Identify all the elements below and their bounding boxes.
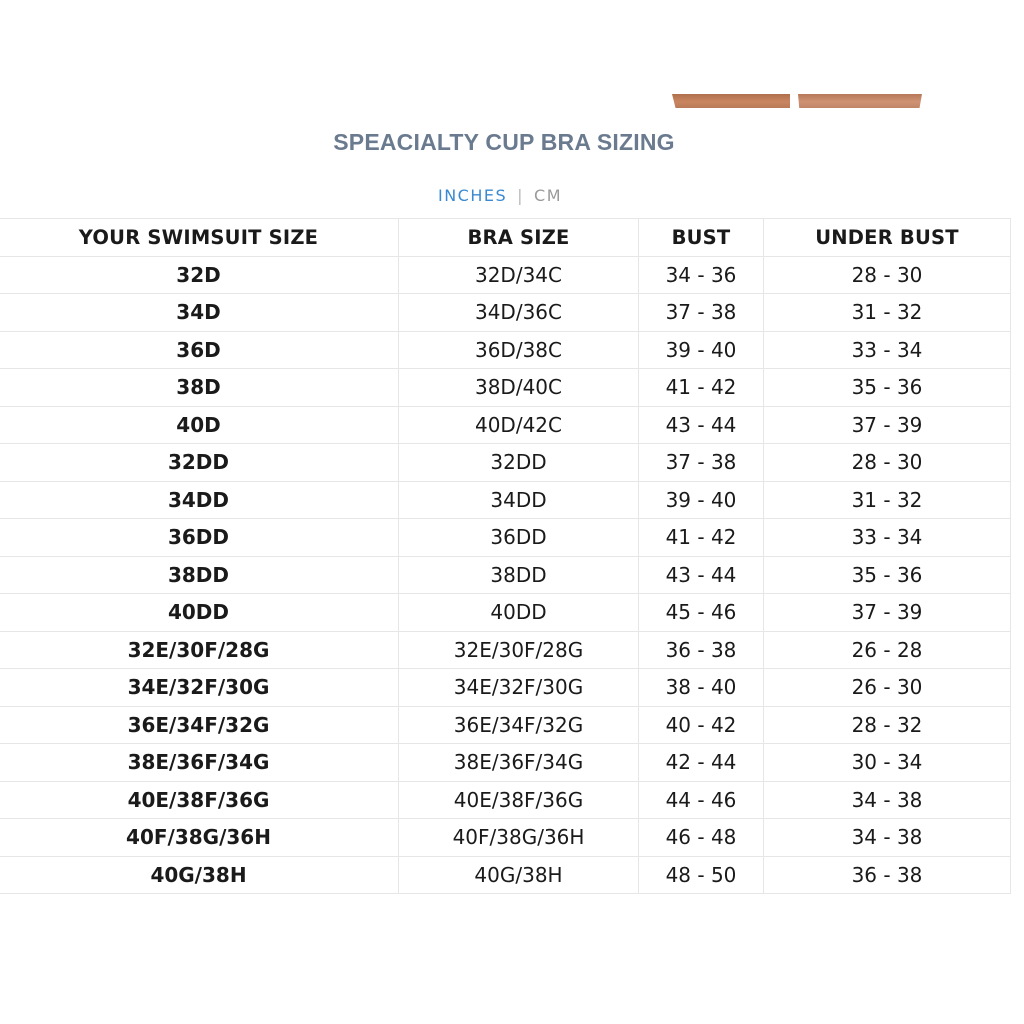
under-bust-cell: 28 - 30 [764,444,1011,482]
bust-cell: 34 - 36 [639,256,764,294]
bust-cell: 36 - 38 [639,631,764,669]
table-row [0,556,1011,594]
table-row [0,669,1011,707]
product-image-strip-right [798,94,922,108]
table-row [0,256,1011,294]
table-row [0,519,1011,557]
swimsuit-size-cell: 34DD [0,481,399,519]
bra-size-cell: 40G/38H [399,856,639,894]
under-bust-cell: 28 - 32 [764,706,1011,744]
table-row [0,369,1011,407]
table-row [0,744,1011,782]
under-bust-cell: 26 - 28 [764,631,1011,669]
under-bust-cell: 34 - 38 [764,781,1011,819]
table-row [0,706,1011,744]
table-row [0,294,1011,332]
under-bust-cell: 30 - 34 [764,744,1011,782]
swimsuit-size-cell: 32E/30F/28G [0,631,399,669]
bra-size-cell: 38E/36F/34G [399,744,639,782]
swimsuit-size-cell: 40G/38H [0,856,399,894]
bust-cell: 39 - 40 [639,331,764,369]
table-row [0,331,1011,369]
under-bust-cell: 35 - 36 [764,556,1011,594]
table-row [0,406,1011,444]
swimsuit-size-cell: 32D [0,256,399,294]
bust-cell: 43 - 44 [639,406,764,444]
table-header-row [0,219,1011,257]
bust-cell: 46 - 48 [639,819,764,857]
size-table [0,218,1011,894]
bra-size-cell: 32DD [399,444,639,482]
bust-cell: 45 - 46 [639,594,764,632]
bra-size-cell: 38D/40C [399,369,639,407]
bust-cell: 41 - 42 [639,369,764,407]
table-row [0,781,1011,819]
swimsuit-size-cell: 38D [0,369,399,407]
bust-cell: 43 - 44 [639,556,764,594]
swimsuit-size-cell: 34E/32F/30G [0,669,399,707]
header-bust: BUST [639,219,764,257]
header-bra-size: BRA SIZE [399,219,639,257]
bra-size-cell: 40E/38F/36G [399,781,639,819]
bust-cell: 37 - 38 [639,444,764,482]
swimsuit-size-cell: 40E/38F/36G [0,781,399,819]
swimsuit-size-cell: 34D [0,294,399,332]
under-bust-cell: 35 - 36 [764,369,1011,407]
bra-size-cell: 40DD [399,594,639,632]
under-bust-cell: 36 - 38 [764,856,1011,894]
bra-size-cell: 34D/36C [399,294,639,332]
table-row [0,481,1011,519]
bust-cell: 42 - 44 [639,744,764,782]
table-row [0,819,1011,857]
bra-size-cell: 36DD [399,519,639,557]
bust-cell: 41 - 42 [639,519,764,557]
bra-size-cell: 32D/34C [399,256,639,294]
product-image-strip-left [672,94,790,108]
bust-cell: 39 - 40 [639,481,764,519]
unit-cm-tab[interactable]: CM [534,186,563,205]
bust-cell: 37 - 38 [639,294,764,332]
under-bust-cell: 31 - 32 [764,481,1011,519]
swimsuit-size-cell: 32DD [0,444,399,482]
bust-cell: 44 - 46 [639,781,764,819]
swimsuit-size-cell: 40DD [0,594,399,632]
under-bust-cell: 34 - 38 [764,819,1011,857]
unit-inches-tab[interactable]: INCHES [437,186,508,205]
bust-cell: 40 - 42 [639,706,764,744]
unit-separator: | [517,186,525,205]
table-row [0,594,1011,632]
bust-cell: 38 - 40 [639,669,764,707]
bra-size-cell: 34DD [399,481,639,519]
bra-size-cell: 36E/34F/32G [399,706,639,744]
table-row [0,856,1011,894]
bra-size-cell: 40F/38G/36H [399,819,639,857]
swimsuit-size-cell: 36E/34F/32G [0,706,399,744]
header-swimsuit-size: YOUR SWIMSUIT SIZE [0,219,399,257]
swimsuit-size-cell: 40F/38G/36H [0,819,399,857]
under-bust-cell: 37 - 39 [764,594,1011,632]
under-bust-cell: 31 - 32 [764,294,1011,332]
swimsuit-size-cell: 36DD [0,519,399,557]
under-bust-cell: 28 - 30 [764,256,1011,294]
under-bust-cell: 33 - 34 [764,519,1011,557]
header-under-bust: UNDER BUST [764,219,1011,257]
under-bust-cell: 37 - 39 [764,406,1011,444]
bra-size-cell: 36D/38C [399,331,639,369]
swimsuit-size-cell: 40D [0,406,399,444]
bra-size-cell: 34E/32F/30G [399,669,639,707]
unit-toggle [0,186,1000,205]
table-row [0,631,1011,669]
bra-size-cell: 32E/30F/28G [399,631,639,669]
swimsuit-size-cell: 36D [0,331,399,369]
bra-size-cell: 40D/42C [399,406,639,444]
swimsuit-size-cell: 38E/36F/34G [0,744,399,782]
under-bust-cell: 26 - 30 [764,669,1011,707]
table-body [0,256,1011,894]
bust-cell: 48 - 50 [639,856,764,894]
swimsuit-size-cell: 38DD [0,556,399,594]
bra-size-cell: 38DD [399,556,639,594]
page-title: SPEACIALTY CUP BRA SIZING [333,129,675,155]
table-row [0,444,1011,482]
under-bust-cell: 33 - 34 [764,331,1011,369]
